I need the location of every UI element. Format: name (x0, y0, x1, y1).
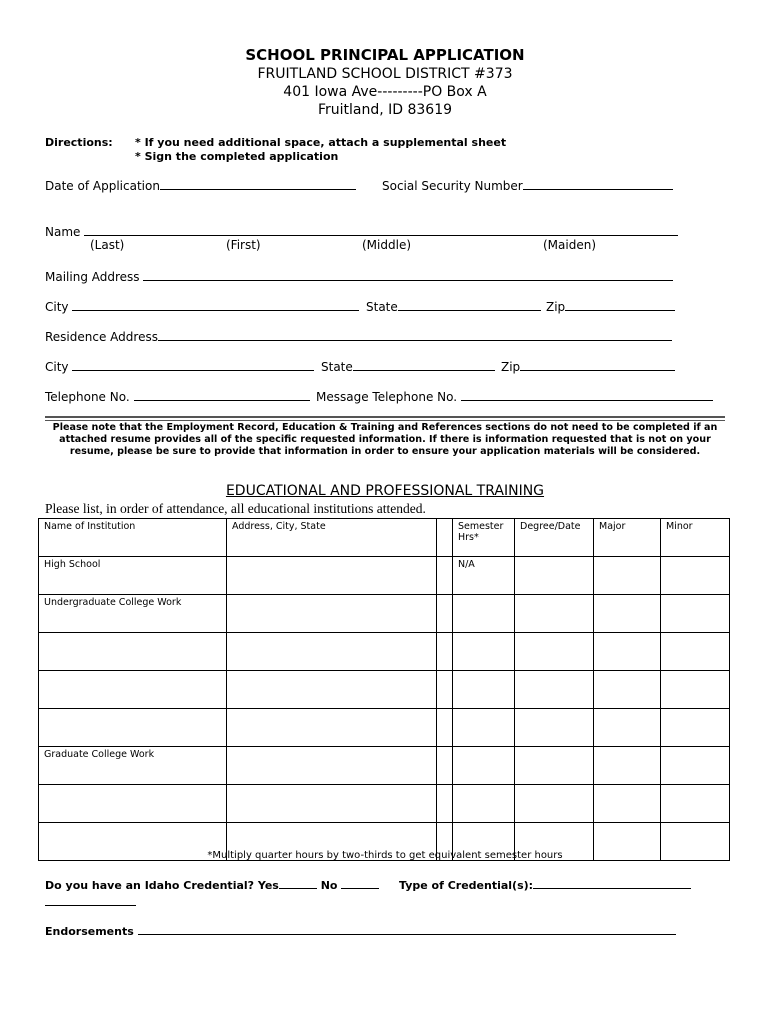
table-cell[interactable] (594, 557, 661, 595)
table-cell[interactable] (227, 595, 437, 633)
table-cell[interactable] (227, 747, 437, 785)
table-row (39, 709, 730, 747)
education-table (38, 518, 730, 861)
mailing-state-label: State (366, 300, 398, 314)
residence-state-label: State (321, 360, 353, 374)
credential-yes-line[interactable] (279, 876, 317, 889)
table-cell[interactable] (594, 595, 661, 633)
credential-type-line[interactable] (533, 876, 691, 889)
table-cell[interactable] (227, 785, 437, 823)
table-cell[interactable] (437, 557, 453, 595)
column-header: Degree/Date (515, 519, 594, 557)
residence-zip-field[interactable] (501, 358, 675, 374)
column-header: Major (594, 519, 661, 557)
table-cell[interactable] (594, 671, 661, 709)
mailing-city-label: City (45, 300, 69, 314)
credential-yes-label: Yes (257, 879, 279, 892)
credential-no-label: No (320, 879, 338, 892)
residence-city-field[interactable] (45, 358, 314, 374)
telephone-label: Telephone No. (45, 390, 130, 404)
mailing-state-field[interactable] (366, 298, 541, 314)
table-cell[interactable] (453, 747, 515, 785)
column-header: Address, City, State (227, 519, 437, 557)
table-row (39, 671, 730, 709)
table-cell[interactable] (39, 633, 227, 671)
resume-note: Please note that the Employment Record, Education & Training and References sections do not need to be completed if an attached resume provides all of the specific requested information. If there is information requested that is not on your resume, please be sure to provide that information in order to ensure your application materials will be considered. (52, 422, 718, 457)
table-cell[interactable] (453, 633, 515, 671)
message-telephone-label: Message Telephone No. (316, 390, 458, 404)
endorsements-line[interactable] (138, 922, 676, 935)
mailing-address-line[interactable] (143, 268, 673, 281)
mailing-city-line[interactable] (72, 298, 359, 311)
name-label: Name (45, 225, 81, 239)
district-name: FRUITLAND SCHOOL DISTRICT #373 (257, 66, 513, 82)
table-cell[interactable] (661, 709, 730, 747)
table-cell[interactable]: Undergraduate College Work (39, 595, 227, 633)
mailing-zip-line[interactable] (565, 298, 675, 311)
date-of-application-field[interactable] (45, 177, 356, 193)
table-cell[interactable] (594, 747, 661, 785)
education-subtitle: Please list, in order of attendance, all educational institutions attended. (45, 501, 426, 516)
residence-address-field[interactable] (45, 328, 672, 344)
table-cell[interactable] (227, 671, 437, 709)
directions-label: Directions: (45, 136, 113, 149)
table-cell[interactable] (515, 709, 594, 747)
credential-question: Do you have an Idaho Credential? (45, 879, 255, 892)
mailing-zip-field[interactable] (546, 298, 675, 314)
column-header (437, 519, 453, 557)
directions-line-2: * Sign the completed application (135, 150, 339, 163)
table-cell[interactable] (437, 785, 453, 823)
table-cell[interactable] (453, 671, 515, 709)
section-divider (45, 416, 725, 418)
table-cell[interactable] (437, 595, 453, 633)
mailing-city-field[interactable] (45, 298, 359, 314)
residence-city-line[interactable] (72, 358, 314, 371)
page-title: SCHOOL PRINCIPAL APPLICATION (245, 46, 525, 64)
credential-row[interactable] (45, 876, 691, 892)
table-cell[interactable] (227, 633, 437, 671)
telephone-field[interactable] (45, 388, 310, 404)
column-header: Semester Hrs* (453, 519, 515, 557)
message-telephone-line[interactable] (461, 388, 713, 401)
name-field[interactable] (45, 223, 678, 239)
education-title: EDUCATIONAL AND PROFESSIONAL TRAINING (225, 483, 545, 499)
name-first-label: (First) (226, 238, 261, 252)
table-cell[interactable] (453, 709, 515, 747)
name-middle-label: (Middle) (362, 238, 412, 252)
directions-line-1: * If you need additional space, attach a supplemental sheet (135, 136, 507, 149)
table-cell[interactable] (515, 671, 594, 709)
table-cell[interactable] (39, 671, 227, 709)
credential-no-line[interactable] (341, 876, 379, 889)
date-of-application-line[interactable] (160, 177, 356, 190)
ssn-line[interactable] (523, 177, 673, 190)
table-cell[interactable] (227, 709, 437, 747)
table-cell[interactable] (594, 709, 661, 747)
table-cell[interactable] (661, 633, 730, 671)
endorsements-label: Endorsements (45, 925, 134, 938)
table-cell[interactable] (661, 671, 730, 709)
date-of-application-label: Date of Application (45, 179, 160, 193)
name-line[interactable] (84, 223, 678, 236)
table-cell[interactable] (227, 557, 437, 595)
table-cell[interactable] (39, 785, 227, 823)
mailing-address-label: Mailing Address (45, 270, 140, 284)
table-row (39, 785, 730, 823)
table-cell[interactable] (661, 595, 730, 633)
table-cell[interactable] (661, 747, 730, 785)
residence-city-label: City (45, 360, 69, 374)
residence-zip-label: Zip (501, 360, 521, 374)
credential-type-line-continued[interactable] (45, 905, 136, 906)
residence-state-field[interactable] (321, 358, 495, 374)
mailing-state-line[interactable] (398, 298, 541, 311)
mailing-address-field[interactable] (45, 268, 673, 284)
message-telephone-field[interactable] (316, 388, 713, 404)
table-cell[interactable]: Graduate College Work (39, 747, 227, 785)
table-cell[interactable] (661, 557, 730, 595)
table-cell[interactable] (515, 557, 594, 595)
ssn-field[interactable] (382, 177, 673, 193)
residence-zip-line[interactable] (520, 358, 675, 371)
residence-address-line[interactable] (158, 328, 672, 341)
mailing-zip-label: Zip (546, 300, 566, 314)
ssn-label: Social Security Number (382, 179, 523, 193)
table-cell[interactable]: N/A (453, 557, 515, 595)
table-cell[interactable] (594, 633, 661, 671)
table-cell[interactable] (594, 785, 661, 823)
column-header: Name of Institution (39, 519, 227, 557)
credential-type-label: Type of Credential(s): (399, 879, 534, 892)
table-cell[interactable]: High School (39, 557, 227, 595)
residence-state-line[interactable] (353, 358, 495, 371)
endorsements-field[interactable] (45, 922, 676, 938)
table-cell[interactable] (437, 671, 453, 709)
table-cell[interactable] (661, 785, 730, 823)
table-row (39, 747, 730, 785)
table-row (39, 595, 730, 633)
column-header: Minor (661, 519, 730, 557)
name-maiden-label: (Maiden) (543, 238, 597, 252)
table-cell[interactable] (515, 595, 594, 633)
name-last-label: (Last) (90, 238, 125, 252)
district-city: Fruitland, ID 83619 (317, 102, 453, 118)
table-row (39, 633, 730, 671)
district-address: 401 Iowa Ave---------PO Box A (283, 84, 487, 100)
table-cell[interactable] (515, 633, 594, 671)
table-cell[interactable] (437, 633, 453, 671)
table-cell[interactable] (437, 709, 453, 747)
table-cell[interactable] (453, 595, 515, 633)
table-row (39, 557, 730, 595)
table-cell[interactable] (39, 709, 227, 747)
table-cell[interactable] (515, 747, 594, 785)
table-cell[interactable] (437, 747, 453, 785)
table-cell[interactable] (453, 785, 515, 823)
telephone-line[interactable] (134, 388, 310, 401)
table-cell[interactable] (515, 785, 594, 823)
table-header-row (39, 519, 730, 557)
semester-hours-footnote: *Multiply quarter hours by two-thirds to get equivalent semester hours (207, 850, 563, 861)
residence-address-label: Residence Address (45, 330, 158, 344)
section-divider-thin (45, 420, 725, 421)
